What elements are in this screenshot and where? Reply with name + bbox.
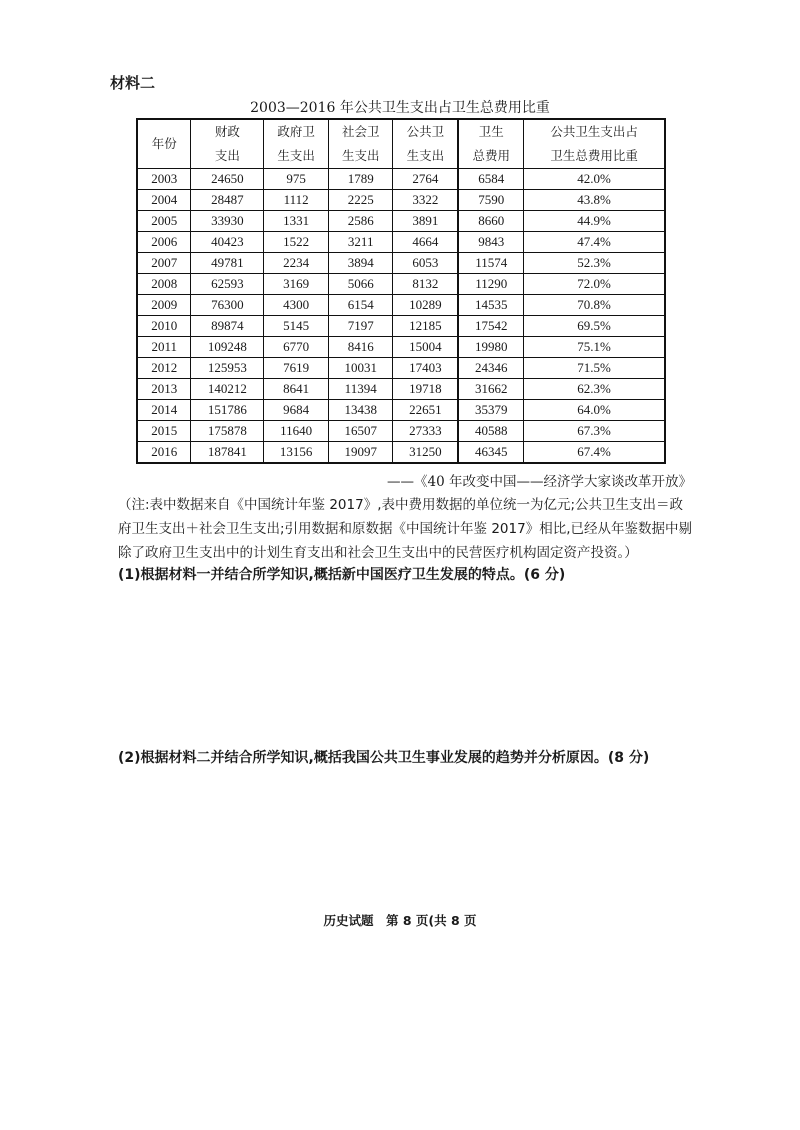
value-cell: 2234 [264,253,329,274]
table-row [137,358,665,379]
column-header-line: 支出 [214,148,240,163]
value-cell: 8641 [264,379,329,400]
column-header-line: 年份 [151,136,177,151]
column-header-line: 公共卫 [406,124,445,139]
value-cell: 6053 [393,253,458,274]
value-cell: 24650 [191,169,264,190]
value-cell: 5066 [328,274,393,295]
value-cell: 71.5% [524,358,665,379]
value-cell: 40588 [458,421,523,442]
value-cell: 52.3% [524,253,665,274]
value-cell: 42.0% [524,169,665,190]
year-cell: 2012 [137,358,191,379]
value-cell: 3894 [328,253,393,274]
value-cell: 70.8% [524,295,665,316]
column-header [524,119,665,169]
value-cell: 11640 [264,421,329,442]
table-row [137,400,665,421]
year-cell: 2011 [137,337,191,358]
value-cell: 109248 [191,337,264,358]
table-row [137,442,665,464]
column-header-line: 财政 [214,124,240,139]
value-cell: 6770 [264,337,329,358]
column-header-line: 政府卫 [277,124,315,139]
value-cell: 3211 [328,232,393,253]
column-header-line: 生支出 [341,148,380,163]
value-cell: 28487 [191,190,264,211]
value-cell: 151786 [191,400,264,421]
value-cell: 10289 [393,295,458,316]
table-body [137,169,665,464]
value-cell: 12185 [393,316,458,337]
table-row [137,253,665,274]
value-cell: 2225 [328,190,393,211]
year-cell: 2009 [137,295,191,316]
year-cell: 2008 [137,274,191,295]
value-cell: 11394 [328,379,393,400]
value-cell: 43.8% [524,190,665,211]
value-cell: 64.0% [524,400,665,421]
year-cell: 2014 [137,400,191,421]
value-cell: 49781 [191,253,264,274]
value-cell: 19718 [393,379,458,400]
value-cell: 140212 [191,379,264,400]
value-cell: 67.4% [524,442,665,464]
value-cell: 75.1% [524,337,665,358]
table-row [137,379,665,400]
value-cell: 175878 [191,421,264,442]
data-table [136,118,666,464]
table-row [137,316,665,337]
value-cell: 35379 [458,400,523,421]
value-cell: 187841 [191,442,264,464]
column-header [137,119,191,169]
year-cell: 2016 [137,442,191,464]
material-label: 材料二 [110,74,156,92]
table-row [137,274,665,295]
table-row [137,337,665,358]
year-cell: 2005 [137,211,191,232]
column-header [264,119,329,169]
value-cell: 4664 [393,232,458,253]
year-cell: 2007 [137,253,191,274]
value-cell: 62593 [191,274,264,295]
value-cell: 33930 [191,211,264,232]
value-cell: 5145 [264,316,329,337]
question-2: (2)根据材料二并结合所学知识,概括我国公共卫生事业发展的趋势并分析原因。(8 分) [118,750,650,766]
value-cell: 89874 [191,316,264,337]
value-cell: 7197 [328,316,393,337]
table-row [137,169,665,190]
question-1: (1)根据材料一并结合所学知识,概括新中国医疗卫生发展的特点。(6 分) [118,567,566,583]
value-cell: 6584 [458,169,523,190]
table-header-row [137,119,665,169]
value-cell: 47.4% [524,232,665,253]
value-cell: 13156 [264,442,329,464]
value-cell: 17542 [458,316,523,337]
source-citation: ——《40 年改变中国——经济学大家谈改革开放》 [387,474,692,490]
value-cell: 31662 [458,379,523,400]
value-cell: 8416 [328,337,393,358]
column-header [328,119,393,169]
value-cell: 2586 [328,211,393,232]
value-cell: 1522 [264,232,329,253]
value-cell: 3891 [393,211,458,232]
value-cell: 11574 [458,253,523,274]
table-note: （注:表中数据来自《中国统计年鉴 2017》,表中费用数据的单位统一为亿元;公共卫生支出＝政府卫生支出＋社会卫生支出;引用数据和原数据《中国统计年鉴 2017》相比,已经从年鉴数据中剔除了政府卫生支出中的计划生育支出和社会卫生支出中的民营医疗机构固定资产投资。） [118,497,692,561]
value-cell: 62.3% [524,379,665,400]
value-cell: 19980 [458,337,523,358]
value-cell: 7619 [264,358,329,379]
column-header-line: 生支出 [277,148,315,163]
value-cell: 975 [264,169,329,190]
table-title: 2003—2016 年公共卫生支出占卫生总费用比重 [250,100,550,116]
value-cell: 11290 [458,274,523,295]
value-cell: 13438 [328,400,393,421]
table-row [137,295,665,316]
column-header-line: 公共卫生支出占 [550,124,638,139]
column-header-line: 卫生 [478,124,504,139]
value-cell: 44.9% [524,211,665,232]
year-cell: 2013 [137,379,191,400]
year-cell: 2004 [137,190,191,211]
value-cell: 1112 [264,190,329,211]
value-cell: 7590 [458,190,523,211]
value-cell: 24346 [458,358,523,379]
value-cell: 6154 [328,295,393,316]
column-header [458,119,523,169]
value-cell: 9843 [458,232,523,253]
year-cell: 2015 [137,421,191,442]
value-cell: 19097 [328,442,393,464]
value-cell: 69.5% [524,316,665,337]
value-cell: 67.3% [524,421,665,442]
value-cell: 31250 [393,442,458,464]
value-cell: 72.0% [524,274,665,295]
table-row [137,211,665,232]
value-cell: 2764 [393,169,458,190]
value-cell: 125953 [191,358,264,379]
table-row [137,232,665,253]
value-cell: 16507 [328,421,393,442]
year-cell: 2010 [137,316,191,337]
value-cell: 10031 [328,358,393,379]
year-cell: 2003 [137,169,191,190]
column-header [191,119,264,169]
column-header-line: 社会卫 [341,124,380,139]
value-cell: 8132 [393,274,458,295]
value-cell: 17403 [393,358,458,379]
year-cell: 2006 [137,232,191,253]
column-header [393,119,458,169]
table-row [137,190,665,211]
value-cell: 27333 [393,421,458,442]
page-footer: 历史试题 第 8 页(共 8 页 [323,913,477,928]
value-cell: 76300 [191,295,264,316]
value-cell: 1331 [264,211,329,232]
value-cell: 3169 [264,274,329,295]
column-header-line: 总费用 [472,148,510,163]
value-cell: 22651 [393,400,458,421]
table-row [137,421,665,442]
value-cell: 3322 [393,190,458,211]
value-cell: 15004 [393,337,458,358]
value-cell: 4300 [264,295,329,316]
value-cell: 46345 [458,442,523,464]
value-cell: 1789 [328,169,393,190]
value-cell: 8660 [458,211,523,232]
value-cell: 9684 [264,400,329,421]
column-header-line: 卫生总费用比重 [550,148,638,163]
value-cell: 40423 [191,232,264,253]
column-header-line: 生支出 [406,148,445,163]
value-cell: 14535 [458,295,523,316]
